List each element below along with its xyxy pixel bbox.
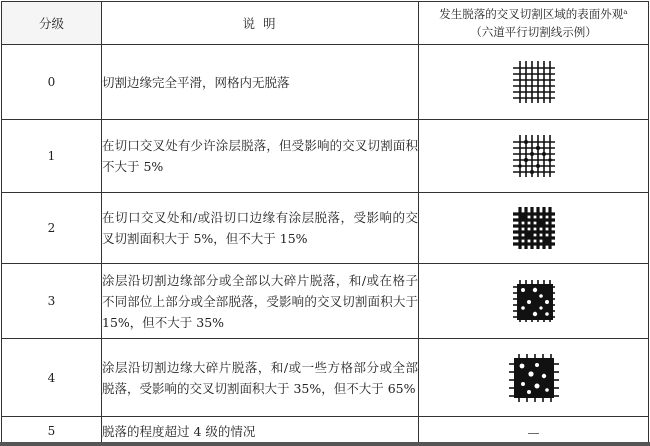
grid-2-icon [512, 206, 556, 250]
header-description: 说 明 [102, 2, 419, 45]
figure-cell [419, 45, 649, 120]
grid-1-icon [512, 134, 556, 178]
description-cell: 涂层沿切割边缘大碎片脱落，和/或一些方格部分或全部脱落，受影响的交叉切割面积大于 35%，但不大于 65% [102, 339, 419, 417]
grid-4-icon [509, 354, 559, 402]
grade-cell: 1 [2, 120, 102, 193]
grid-3-icon [512, 279, 556, 323]
table-row [2, 264, 649, 339]
grade-cell: 0 [2, 45, 102, 120]
figure-cell [419, 264, 649, 339]
header-figure-title: 发生脱落的交叉切割区域的表面外观ᵃ [439, 7, 628, 21]
header-figure [419, 2, 649, 45]
table-row [2, 45, 649, 120]
grade-cell: 5 [2, 417, 102, 446]
description-cell: 在切口交叉处和/或沿切口边缘有涂层脱落，受影响的交叉切割面积大于 5%，但不大于 15% [102, 193, 419, 264]
grade-cell: 2 [2, 193, 102, 264]
table-row [2, 193, 649, 264]
table-row [2, 339, 649, 417]
header-figure-subtitle: （六道平行切割线示例） [470, 25, 597, 39]
page-bottom-divider [0, 442, 650, 446]
figure-cell [419, 193, 649, 264]
header-grade: 分级 [2, 2, 102, 45]
description-cell: 切割边缘完全平滑，网格内无脱落 [102, 45, 419, 120]
description-cell: 脱落的程度超过 4 级的情况 [102, 417, 419, 446]
description-cell: 涂层沿切割边缘部分或全部以大碎片脱落，和/或在格子不同部位上部分或全部脱落，受影响的交叉切割面积大于 15%，但不大于 35% [102, 264, 419, 339]
description-cell: 在切口交叉处有少许涂层脱落，但受影响的交叉切割面积不大于 5% [102, 120, 419, 193]
adhesion-grade-table [1, 1, 649, 446]
table-row [2, 120, 649, 193]
grade-cell: 4 [2, 339, 102, 417]
grid-0-icon [512, 60, 556, 104]
figure-cell [419, 339, 649, 417]
figure-cell [419, 120, 649, 193]
figure-dash: — [527, 425, 540, 440]
grade-cell: 3 [2, 264, 102, 339]
